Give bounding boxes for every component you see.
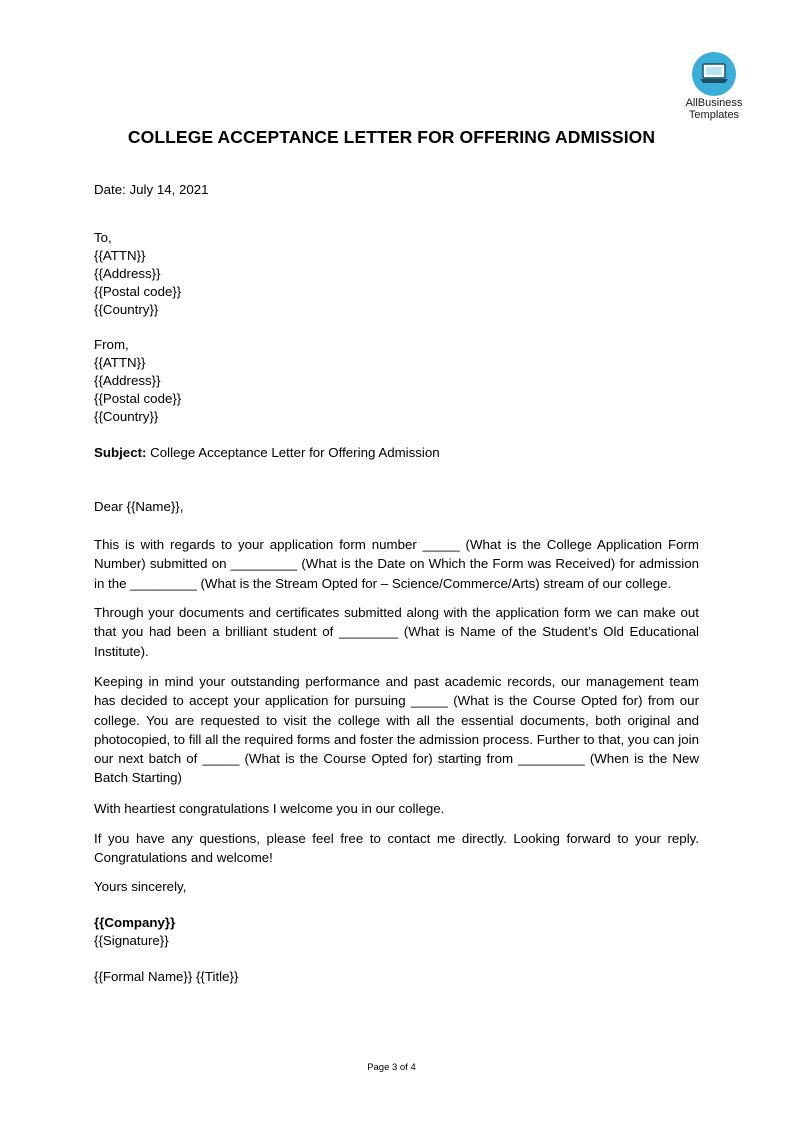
paragraph-contact: If you have any questions, please feel free to contact me directly. Looking forward to your reply. Congratulations and welcome! [94, 831, 699, 866]
to-country: {{Country}} [94, 302, 159, 317]
to-address: {{Address}} [94, 266, 161, 281]
paragraph-acceptance: Keeping in mind your outstanding performance and past academic records, our management team has decided to accept your application for pursuing _____ (What is the Course Opted for) from our college. You are requested to visit the college with all the essential documents, both original and photocopied, to fill all the required forms and foster the admission process. Further to that, you can join our next batch of _____ (What is the Course Opted for) starting from _________ (When is the New Batch Starting) [94, 674, 699, 786]
to-heading: To, [94, 230, 112, 245]
to-postal-code: {{Postal code}} [94, 284, 182, 299]
paragraph-application: This is with regards to your application form number _____ (What is the College Application Form Number) submitted on _________ (What is the Date on Which the Form was Received) for admission in the _________ (What is the Stream Opted for – Science/Commerce/Arts) stream of our college. [94, 537, 699, 591]
subject-line [94, 444, 440, 462]
page-title: COLLEGE ACCEPTANCE LETTER FOR OFFERING ADMISSION [127, 127, 656, 147]
closing: Yours sincerely, [94, 879, 187, 894]
from-heading: From, [94, 337, 129, 352]
to-attn: {{ATTN}} [94, 248, 146, 263]
company-name: {{Company}} [94, 915, 176, 930]
from-address: {{Address}} [94, 373, 161, 388]
date-line: Date: July 14, 2021 [94, 182, 209, 197]
signature: {{Signature}} [94, 933, 169, 948]
logo-circle [692, 52, 736, 96]
paragraph-congratulations: With heartiest congratulations I welcome you in our college. [94, 801, 445, 816]
paragraph-documents: Through your documents and certificates submitted along with the application form we can make out that you had been a brilliant student of ________ (What is Name of the Student’s Old Educational Institute). [94, 605, 699, 659]
salutation: Dear {{Name}}, [94, 499, 184, 514]
logo-text: AllBusiness Templates [685, 97, 743, 121]
from-attn: {{ATTN}} [94, 355, 146, 370]
from-postal-code: {{Postal code}} [94, 391, 182, 406]
laptop-icon [692, 52, 736, 96]
allbusiness-templates-logo [678, 52, 750, 121]
subject-label: Subject: [94, 445, 147, 460]
page-number: Page 3 of 4 [367, 1062, 416, 1073]
from-country: {{Country}} [94, 409, 159, 424]
subject-text: College Acceptance Letter for Offering Admission [146, 445, 440, 460]
formal-name-title: {{Formal Name}} {{Title}} [94, 969, 239, 984]
